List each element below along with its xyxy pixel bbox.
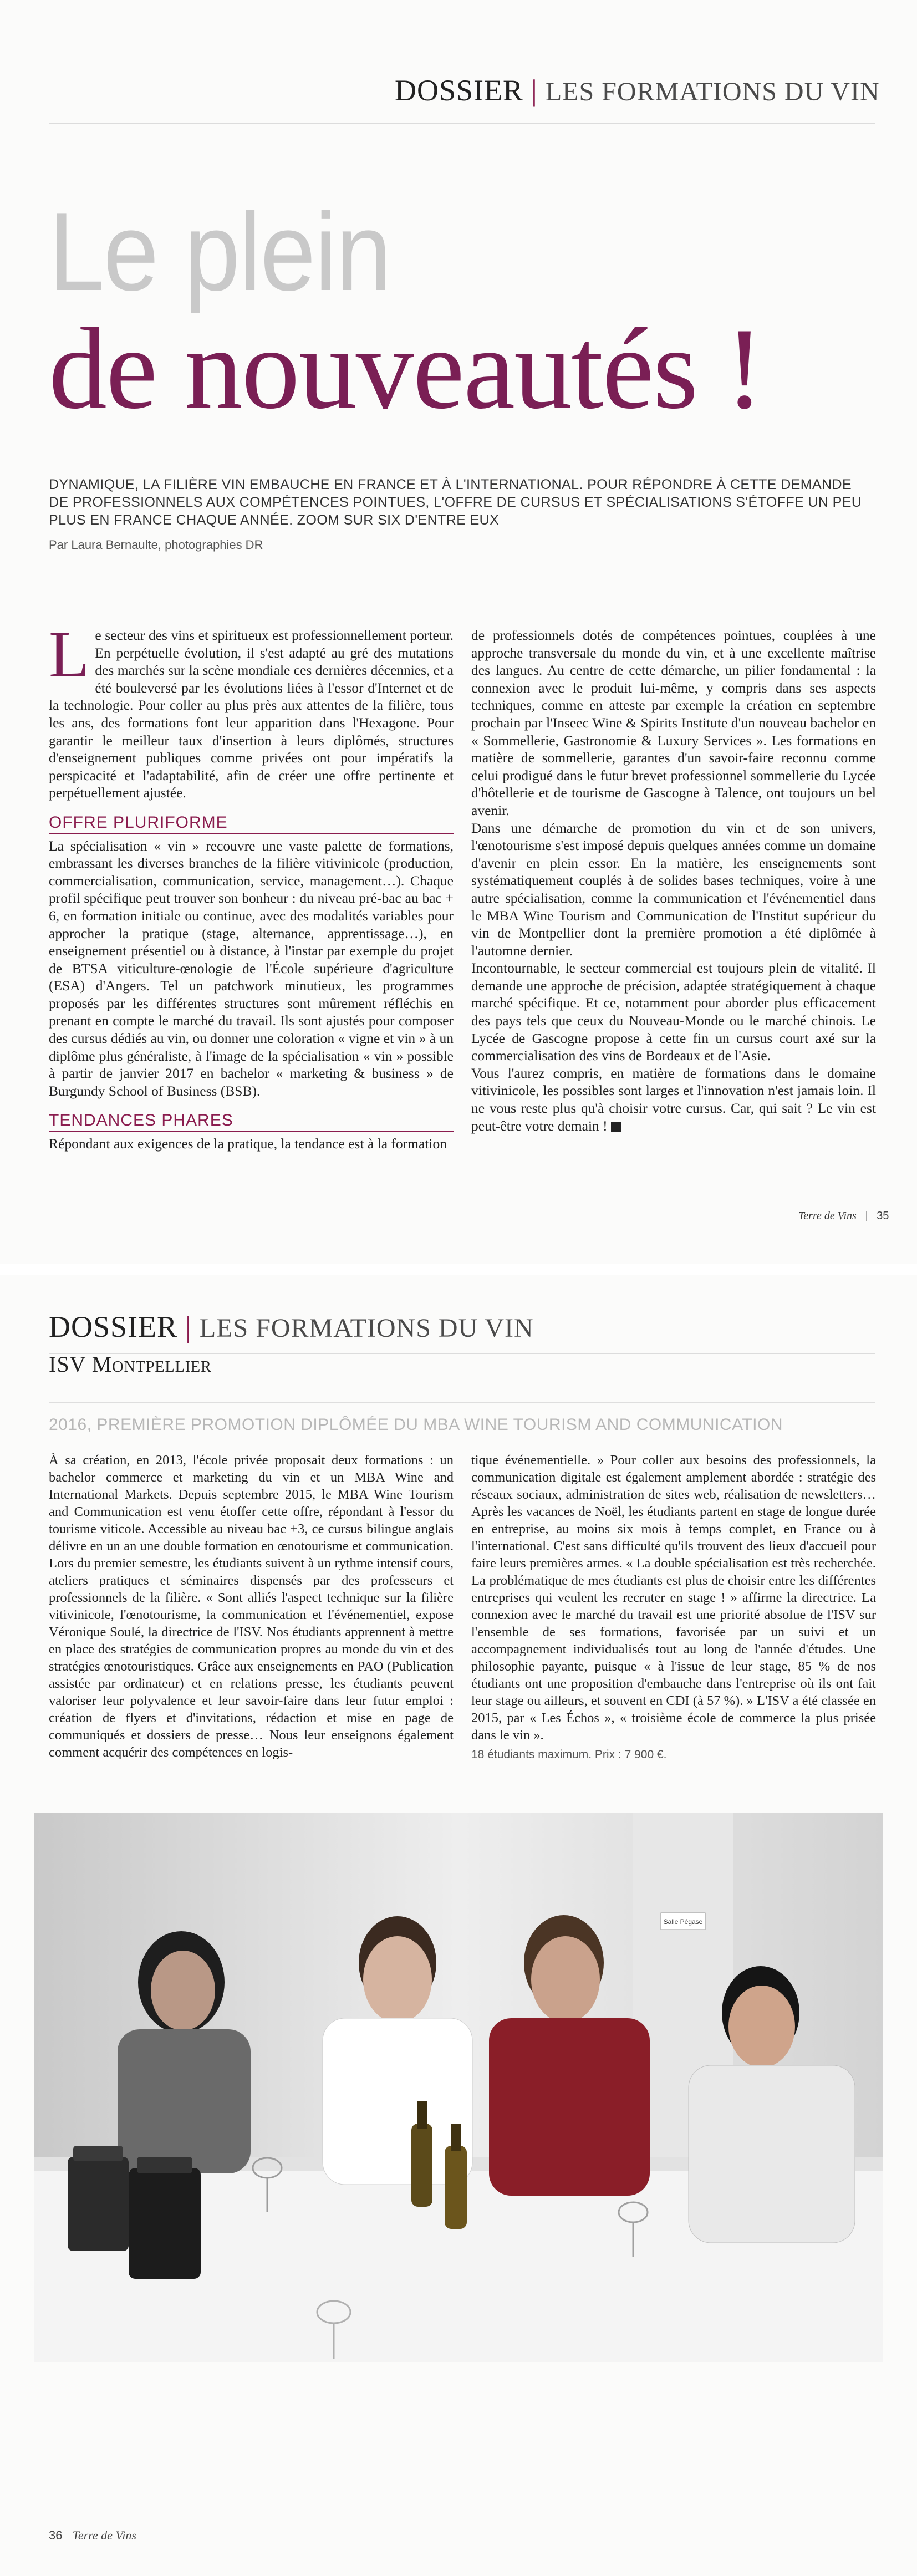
section-label: DOSSIER (395, 74, 524, 107)
intro-paragraph (49, 617, 454, 802)
page-footer-36 (49, 2528, 136, 2543)
article-lead: DYNAMIQUE, LA FILIÈRE VIN EMBAUCHE EN FRANCE ET À L'INTERNATIONAL. POUR RÉPONDRE À CETTE DEMANDE DE PROFESSIONNELS AUX COMPÉTENCES POINTUES, L'OFFRE DE CURSUS ET SPÉCIALISATIONS S'ÉTOFFE UN PEU PLUS EN FRANCE CHAQUE ANNÉE. ZOOM SUR SIX D'ENTRE EUX (49, 477, 862, 528)
end-mark-icon (611, 1122, 621, 1132)
section-label: DOSSIER (49, 1310, 178, 1343)
paragraph-offre: La spécialisation « vin » recouvre une vaste palette de formations, embrassant les diverses branches de la filière vitivinicole (production, commercialisation, communication, service, management…). Chaque profil spécifique peut trouver son bonheur : du niveau pré-bac au bac + 6, en formation initiale ou continue, avec des modalités variables pour approcher la pratique (stage, alternance, apprentissage…), en enseignement présentiel ou à distance, à l'instar par exemple du projet de BTSA viticulture-œnologie de l'École supérieure d'agriculture (ESA) d'Angers. Tel un patchwork minutieux, les programmes proposés par les différentes structures sont mûrement réfléchis en prenant en compte le marché du travail. Ils sont ajustés pour composer des cursus dédiés au vin, ou donner une coloration « vigne et vin » à un diplôme plus généraliste, à l'image de la spécialisation « vin » possible à partir de janvier 2017 en bachelor « marketing & business » de Burgundy School of Business (BSB). (49, 837, 454, 1099)
article-byline: Par Laura Bernaulte, photographies DR (49, 538, 263, 552)
header-rule (49, 123, 875, 124)
school-column-1: À sa création, en 2013, l'école privée proposait deux formations : un bachelor commerce et marketing du vin et un MBA Wine and International Markets. Depuis septembre 2015, le MBA Wine Tourism and Communication est venu étoffer cette offre, répondant à l'essor du tourisme viticole. Accessible au niveau bac +3, ce cursus bilingue anglais délivre en un an une double formation en œnotourisme et communication. Lors du premier semestre, les étudiants suivent à un rythme intensif cours, ateliers pratiques et séminaires dispensés par des professeurs et professionnels de la filière. « Sont alliés l'aspect technique sur la filière vitivinicole, l'œnotourisme, la communication et l'événementiel, expose Véronique Soulé, la directrice de l'ISV. Nos étudiants apprennent à mettre en place des stratégies de communication propres au monde du vin et des stratégies œnotouristiques. Grâce aux enseignements en PAO (Publication assistée par ordinateur) et en relations presse, les étudiants peuvent valoriser leur polyvalence et leur savoir-faire dans leur futur emploi : création de flyers et d'invitations, rédaction et mise en page de communiqués et dossiers de presse… Nous leur enseignons également comment acquérir des compétences en logis- (49, 1453, 454, 1760)
page-number: 35 (877, 1210, 889, 1222)
subhead-offre: OFFRE PLURIFORME (49, 814, 454, 834)
class-photo (34, 1813, 883, 2362)
school-kicker: 2016, PREMIÈRE PROMOTION DIPLÔMÉE DU MBA WINE TOURISM AND COMMUNICATION (49, 1416, 783, 1434)
article-column-2 (471, 627, 876, 1134)
footer-brand: Terre de Vins (72, 2528, 136, 2542)
closing-text: Vous l'aurez compris, en matière de formations dans le domaine vitivinicole, les possibles sont larges et l'innovation n'est jamais loin. Il ne vous reste plus qu'à choisir votre cursus. Car, qui sait ? Le vin est peut-être votre demain ! (471, 1065, 876, 1134)
title-line-2: de nouveautés ! (49, 304, 763, 433)
school-info: 18 étudiants maximum. Prix : 7 900 €. (471, 1748, 667, 1761)
school-name: ISV Montpellier (49, 1352, 212, 1377)
paragraph-col2-3: Incontournable, le secteur commercial est toujours plein de vitalité. Il demande une approche de précision, adaptée stratégiquement à chaque marché spécifique. Et ce, notamment pour aborder plus efficacement des pays tels que ceux du Nouveau-Monde ou le marché chinois. Le Lycée de Gascogne propose à cette fin un cursus court axé sur la commercialisation des vins de Bordeaux et de l'Asie. (471, 960, 876, 1064)
paragraph-col2-4 (471, 1065, 876, 1134)
page-number: 36 (49, 2528, 63, 2542)
room-sign: Salle Pégase (663, 1918, 703, 1926)
page-footer: Terre de Vins | 35 (798, 1210, 889, 1222)
paragraph-tendances-start: Répondant aux exigences de la pratique, la tendance est à la formation (49, 1136, 447, 1152)
drop-cap: L (49, 617, 90, 691)
section-topic: LES FORMATIONS DU VIN (545, 77, 880, 106)
school-paragraph: tique événementielle. » Pour coller aux besoins des professionnels, la communication digitale est également amplement abordée : stratégie des réseaux sociaux, administration de sites web, réalisation de newsletters… Après les vacances de Noël, les étudiants partent en stage de longue durée en entreprise, au moins six mois à temps complet, en France ou à l'international. C'est sans difficulté qu'ils trouvent des lieux d'accueil pour faire leurs premières armes. « La double spécialisation est très recherchée. La problématique de mes étudiants est plus de choisir entre les différentes entreprises qui veulent les recruter en stage ! » affirme la directrice. La connexion avec le marché du travail est une priorité absolue de l'ISV sur l'ensemble de ses formations, favorisée par un suivi et un accompagnement individualisés tout au long de l'année d'études. Une philosophie payante, puisque « à l'issue de leur stage, 85 % de nos étudiants ont une proposition d'embauche dans l'entreprise où ils ont fait leur stage ou ailleurs, et souvent en CDI (à 57 %). » L'ISV a été classée en 2015, par « Les Échos », « troisième école de commerce la plus prisée dans le vin ». (471, 1453, 876, 1743)
magazine-page-35 (0, 0, 917, 1264)
section-header: DOSSIER | LES FORMATIONS DU VIN (49, 1310, 534, 1343)
subhead-tendances: TENDANCES PHARES (49, 1112, 454, 1132)
paragraph-col2-1: de professionnels dotés de compétences pointues, couplées à une approche transversale du monde du vin, et à une excellente maîtrise des langues. Au centre de cette démarche, un pilier fondamental : la connexion avec le produit lui-même, y compris dans ses aspects techniques, comme en atteste par exemple la création en septembre prochain par l'Inseec Wine & Spirits Institute d'un nouveau bachelor en « Sommellerie, Gastronomie & Luxury Services ». Les formations en matière de sommellerie, garantes d'un savoir-faire reconnu comme celui prodigué dans le futur brevet professionnel sommellerie du Lycée d'hôtellerie et de tourisme de Gascogne à Talence, ont toujours un bel avenir. (471, 627, 876, 818)
article-column-1 (49, 617, 454, 1153)
paragraph-col2-2: Dans une démarche de promotion du vin et de son univers, l'œnotourisme s'est imposé depuis quelques années comme un domaine d'avenir en plein essor. En la matière, les enseignements sont systématiquement couplés à de solides bases techniques, voire à une autre spécialisation, comme la communication et l'événementiel dans le MBA Wine Tourism and Communication de l'Institut supérieur du vin de Montpellier dont la première promotion a été diplômée à l'automne dernier. (471, 819, 876, 959)
footer-brand: Terre de Vins (798, 1210, 857, 1222)
intro-text: e secteur des vins et spiritueux est professionnellement porteur. En perpétuelle évolution, il s'est adapté au gré des mutations des marchés sur la scène mondiale ces dernières décennies, et a été bouleversé par les évolutions liées à l'essor d'Internet et de la technologie. Pour coller au plus près aux attentes de la filière, tous les ans, des formations font leur apparition dans l'Hexagone. Pour garantir le meilleur taux d'insertion à leurs diplômés, structures d'enseignement publiques comme privées ont pour impératifs la perspicacité et l'adaptabilité, afin de créer une offre pertinente et perpétuellement ajustée. (49, 627, 454, 801)
page-separator (0, 1264, 917, 1275)
school-column-2 (471, 1452, 876, 1763)
section-topic: LES FORMATIONS DU VIN (199, 1314, 534, 1343)
section-header: DOSSIER | LES FORMATIONS DU VIN (395, 74, 880, 107)
school-rule (49, 1402, 875, 1403)
title-line-1: Le plein (49, 190, 391, 314)
